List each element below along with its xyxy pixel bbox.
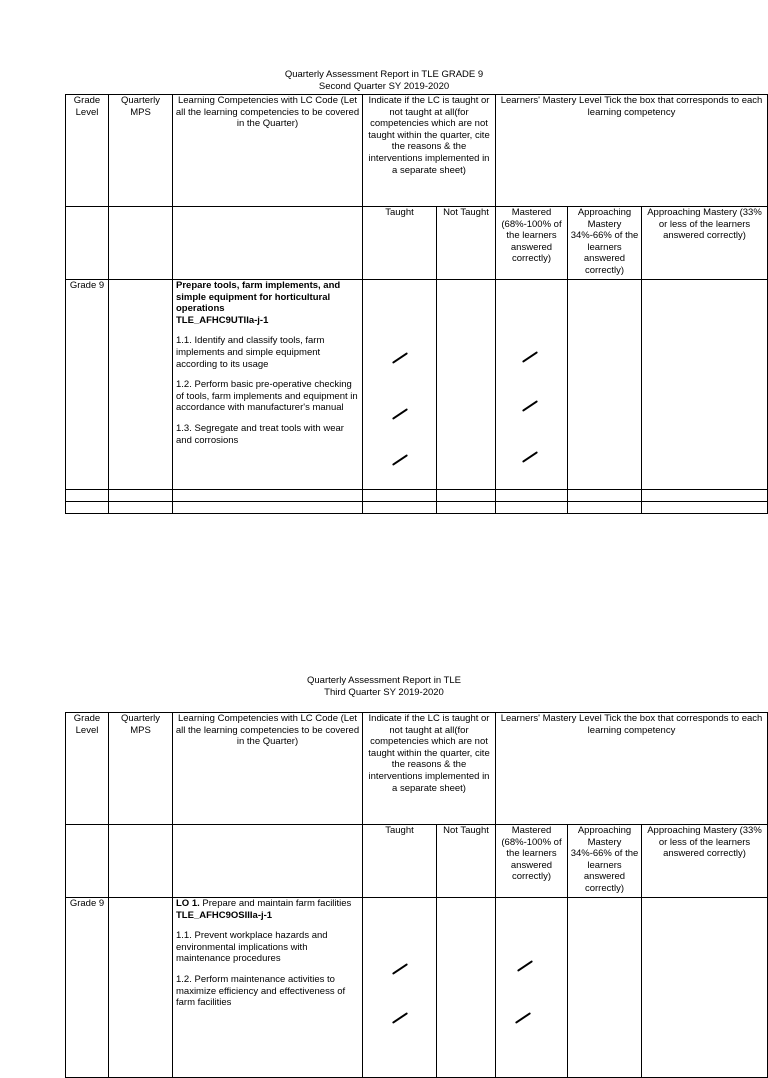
report-2-title — [0, 675, 768, 698]
subheader-mastered: Mastered (68%-100% of the learners answered correctly) — [496, 825, 568, 898]
not-taught-cell[interactable] — [437, 280, 496, 490]
checkmark-icon — [522, 351, 538, 363]
report-title-line2: Third Quarter SY 2019-2020 — [324, 686, 444, 698]
subheader-taught: Taught — [363, 825, 437, 898]
grade-cell: Grade 9 — [66, 280, 109, 490]
lo-heading-text: Prepare and maintain farm facilities — [199, 898, 352, 909]
report-1-title — [0, 69, 768, 92]
competency-item-1-3: 1.3. Segregate and treat tools with wear and corrosions — [176, 422, 344, 446]
competency-item-1-2: 1.2. Perform maintenance activities to maximize efficiency and effectiveness of farm facilities — [176, 973, 346, 1009]
subheader-taught: Taught — [363, 207, 437, 280]
mps-cell — [109, 898, 173, 1078]
checkmark-icon — [392, 1012, 408, 1024]
checkmark-icon — [392, 454, 408, 466]
assessment-table-1 — [65, 94, 768, 514]
approaching-mastery-cell[interactable] — [568, 898, 642, 1078]
assessment-table-2 — [65, 712, 768, 1078]
competency-item-1-1: 1.1. Prevent workplace hazards and environmental implications with maintenance procedures — [176, 930, 328, 965]
checkmark-icon — [522, 451, 538, 463]
approaching-mastery-low-cell[interactable] — [642, 280, 768, 490]
checkmark-icon — [392, 408, 408, 420]
header-mastery-level: Learners' Mastery Level Tick the box that corresponds to each learning competency — [496, 713, 768, 825]
subheader-approaching-mastery: Approaching Mastery 34%-66% of the learners answered correctly) — [568, 825, 642, 898]
taught-cell[interactable] — [363, 280, 437, 490]
lo-heading: Prepare tools, farm implements, and simple equipment for horticultural operations — [176, 280, 341, 315]
competencies-cell — [173, 280, 363, 490]
mps-cell — [109, 280, 173, 490]
mastered-cell[interactable] — [496, 898, 568, 1078]
lo-heading — [176, 898, 359, 910]
subheader-mastered: Mastered (68%-100% of the learners answered correctly) — [496, 207, 568, 280]
approaching-mastery-cell[interactable] — [568, 280, 642, 490]
report-title-line2: Second Quarter SY 2019-2020 — [318, 80, 450, 92]
subheader-row — [66, 825, 768, 898]
not-taught-cell[interactable] — [437, 898, 496, 1078]
empty-row — [66, 502, 768, 514]
taught-cell[interactable] — [363, 898, 437, 1078]
competency-item-1-1: 1.1. Identify and classify tools, farm implements and simple equipment according to its usage — [176, 335, 325, 370]
header-competencies: Learning Competencies with LC Code (Let all the learning competencies to be covered in the Quarter) — [173, 95, 363, 207]
lo-heading-prefix: LO 1. — [176, 898, 200, 909]
approaching-mastery-low-cell[interactable] — [642, 898, 768, 1078]
header-row — [66, 95, 768, 207]
header-indicate: Indicate if the LC is taught or not taught at all(for competencies which are not taught within the quarter, cite the reasons & the interventions implemented in a separate sheet) — [363, 713, 496, 825]
checkmark-icon — [392, 963, 408, 975]
competency-row — [66, 898, 768, 1078]
competency-item-1-2: 1.2. Perform basic pre-operative checking of tools, farm implements and equipment in accordance with manufacturer's manual — [176, 379, 358, 414]
subheader-approaching-mastery-low: Approaching Mastery (33% or less of the learners answered correctly) — [642, 207, 768, 280]
subheader-not-taught: Not Taught — [437, 207, 496, 280]
header-row — [66, 713, 768, 825]
header-indicate: Indicate if the LC is taught or not taught at all(for competencies which are not taught within the quarter, cite the reasons & the interventions implemented in a separate sheet) — [363, 95, 496, 207]
lc-code: TLE_AFHC9OSIIIa-j-1 — [176, 909, 273, 921]
mastered-cell[interactable] — [496, 280, 568, 490]
subheader-approaching-mastery: Approaching Mastery 34%-66% of the learners answered correctly) — [568, 207, 642, 280]
report-title-line1: Quarterly Assessment Report in TLE GRADE 9 — [284, 69, 484, 80]
empty-row — [66, 490, 768, 502]
checkmark-icon — [392, 352, 408, 364]
subheader-not-taught: Not Taught — [437, 825, 496, 898]
header-competencies: Learning Competencies with LC Code (Let all the learning competencies to be covered in the Quarter) — [173, 713, 363, 825]
competencies-cell — [173, 898, 363, 1078]
header-quarterly-mps: Quarterly MPS — [109, 95, 173, 207]
lc-code: TLE_AFHC9UTIIa-j-1 — [176, 314, 269, 326]
header-grade-level: Grade Level — [66, 95, 109, 207]
header-grade-level: Grade Level — [66, 713, 109, 825]
report-title-line1: Quarterly Assessment Report in TLE — [307, 675, 461, 686]
subheader-approaching-mastery-low: Approaching Mastery (33% or less of the learners answered correctly) — [642, 825, 768, 898]
checkmark-icon — [517, 960, 533, 972]
checkmark-icon — [515, 1012, 531, 1024]
competency-row — [66, 280, 768, 490]
checkmark-icon — [522, 400, 538, 412]
header-mastery-level: Learners' Mastery Level Tick the box that corresponds to each learning competency — [496, 95, 768, 207]
subheader-row — [66, 207, 768, 280]
grade-cell: Grade 9 — [66, 898, 109, 1078]
header-quarterly-mps: Quarterly MPS — [109, 713, 173, 825]
